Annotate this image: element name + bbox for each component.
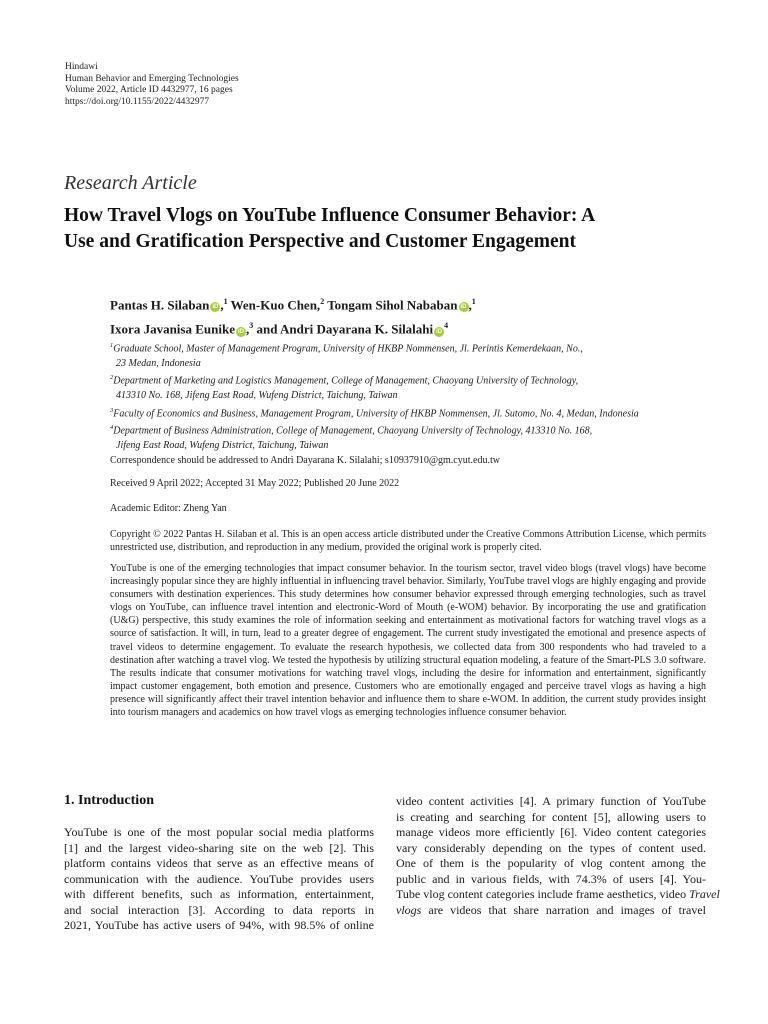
affiliation-line: 23 Medan, Indonesia <box>116 357 201 369</box>
author-name[interactable]: Tongam Sihol Nababan <box>327 297 458 313</box>
author-list: Pantas H. Silaban iD ,$^1$ Wen-Kuo Chen,$^2$ Tongam Sihol Nababan iD ,$^1$ Ixora Javanisa Eunike iD ,$^3$ and Andri Dayarana K. Silalahi $iD^4$ <box>110 297 476 337</box>
affiliation-line: 413310 No. 168, Jifeng East Road, Wufeng District, Taichung, Taiwan <box>116 390 398 402</box>
affiliation-sup: 1 <box>110 342 114 349</box>
body-line: YouTube is one of the most popular social media platforms <box>64 825 374 839</box>
author-affil-sup: 3 <box>249 321 254 331</box>
correspondence: Correspondence should be addressed to Andri Dayarana K. Silalahi; s10937910@gm.cyut.edu.tw <box>110 455 500 466</box>
author-affil-sup: 4 <box>444 321 449 331</box>
orcid-icon[interactable]: iD <box>436 328 443 335</box>
orcid-icon[interactable]: iD <box>212 304 219 311</box>
body-line: is creating and searching for content [5], allowing users to <box>396 809 706 824</box>
body-line: 2021, YouTube has active users of 94%, with 98.5% of online <box>64 918 374 932</box>
publisher-name: Hindawi <box>65 62 98 72</box>
affiliation-line: $^1$Graduate School, Master of Management Program, University of HKBP Nommensen, Jl. Perintis Kemerdekaan, No., <box>110 342 583 355</box>
author-affil-sup: 1 <box>471 297 476 306</box>
volume-info: Volume 2022, Article ID 4432977, 16 pages <box>65 85 233 95</box>
body-line: manage videos more efficiently [6]. Video content categories <box>396 825 706 839</box>
body-line: video content activities [4]. A primary function of YouTube <box>396 794 706 808</box>
copyright-notice: Copyright © 2022 Pantas H. Silaban et al. This is an open access article distributed under the Creative Commons Attribution License, which permits unrestricted use, distribution, and reproduction in any medium, provided the original work is properly cited. <box>110 529 706 553</box>
body-line: communication with the audience. YouTube provides users <box>64 871 374 886</box>
affiliation-sup: 4 <box>110 424 114 432</box>
doi-link[interactable]: https://doi.org/10.1155/2022/4432977 <box>65 96 210 107</box>
body-line: public and in various fields, with 74.3% of users [4]. You- <box>396 871 706 886</box>
body-line: and social interaction [3]. According to data reports in <box>64 902 374 917</box>
body-line: Tube vlog content categories include frame aesthetics, video Travel <box>396 887 720 901</box>
body-column-left <box>64 825 374 934</box>
body-line: [1] and the largest video-sharing site on the web [2]. This <box>64 840 374 855</box>
journal-name: Human Behavior and Emerging Technologies <box>65 73 239 84</box>
body-line: One of them is the popularity of vlog content among the <box>396 856 706 870</box>
affiliation-line: $^3$Faculty of Economics and Business, Management Program, University of HKBP Nommensen, Jl. Sutomo, No. 4, Medan, Indonesia <box>110 406 639 419</box>
affiliation-sup: 2 <box>110 374 114 382</box>
body-line: platform contains videos that serve as an effective means of <box>64 856 374 870</box>
article-title <box>64 203 714 255</box>
body-line: vlogs are videos that share narration and images of travel <box>396 902 706 917</box>
author-name[interactable]: Pantas H. Silaban <box>110 297 210 313</box>
author-name[interactable]: Wen-Kuo Chen, <box>230 297 321 313</box>
author-affil-sup: 2 <box>320 297 325 306</box>
abstract: YouTube is one of the emerging technologies that impact consumer behavior. In the tourism sector, travel video blogs (travel vlogs) have become increasingly popular since they are highly influential in influencing travel behavior. Similarly, YouTube travel vlogs are highly engaging and provide consumers with destination experiences. This study determines how consumer behavior expressed through emerging technologies, such as travel vlogs on YouTube, can influence travel intention and electronic-Word of Mouth (e-WOM) behavior. By incorporating the use and gratification (U&G) perspective, this study examines the role of information seeking and entertainment as motivational factors for watching travel vlogs as a source of satisfaction. It will, in turn, lead to a greater degree of engagement. The current study investigated the emotional and presence aspects of travel videos to determine engagement. To evaluate the research hypothesis, we collected data from 300 respondents who had traveled to a destination after watching a travel vlog. We tested the hypothesis by utilizing structural equation modeling, a feature of the Smart-PLS 3.0 software. The results indicate that consumer motivations for watching travel vlogs, including the desire for information and entertainment, significantly impact customer engagement, both emotion and presence. Customers who are emotionally engaged and perceive travel vlogs as having a high presence will significantly affect their travel intention behavior and influence them to share e-WOM. In addition, the current study provides insight into tourism managers and academics on how travel vlogs as emerging technologies influence consumer behavior. <box>110 563 706 719</box>
body-line: vary considerably depending on the types of content used. <box>396 840 706 855</box>
affiliation-line: $^2$Department of Marketing and Logistics Management, College of Management, Chaoyang University of Technology, <box>110 374 579 387</box>
publication-dates: Received 9 April 2022; Accepted 31 May 2022; Published 20 June 2022 <box>110 478 400 489</box>
author-conjunction: and <box>256 321 278 337</box>
author-name[interactable]: Ixora Javanisa Eunike <box>110 321 235 337</box>
orcid-icon[interactable]: iD <box>237 328 244 335</box>
affiliations <box>110 339 639 454</box>
author-name[interactable]: Andri Dayarana K. Silalahi <box>280 321 434 337</box>
affiliation-sup: 3 <box>110 406 114 414</box>
section-heading: 1. Introduction <box>64 793 154 808</box>
orcid-icon[interactable]: iD <box>460 304 467 311</box>
affiliation-line: $^4$Department of Business Administration, College of Management, Chaoyang University of Technology, 413310 No. 168, <box>110 424 593 437</box>
affiliation-line: Jifeng East Road, Wufeng District, Taichung, Taiwan <box>116 440 329 452</box>
article-type: Research Article <box>64 172 197 194</box>
title-line: Use and Gratification Perspective and Customer Engagement <box>64 231 576 252</box>
body-column-right <box>396 794 720 918</box>
title-line: How Travel Vlogs on YouTube Influence Consumer Behavior: A <box>64 205 596 226</box>
author-affil-sup: 1 <box>223 297 228 306</box>
body-line: with different benefits, such as information, entertainment, <box>64 887 374 901</box>
academic-editor: Academic Editor: Zheng Yan <box>110 503 227 514</box>
journal-header <box>65 62 239 108</box>
